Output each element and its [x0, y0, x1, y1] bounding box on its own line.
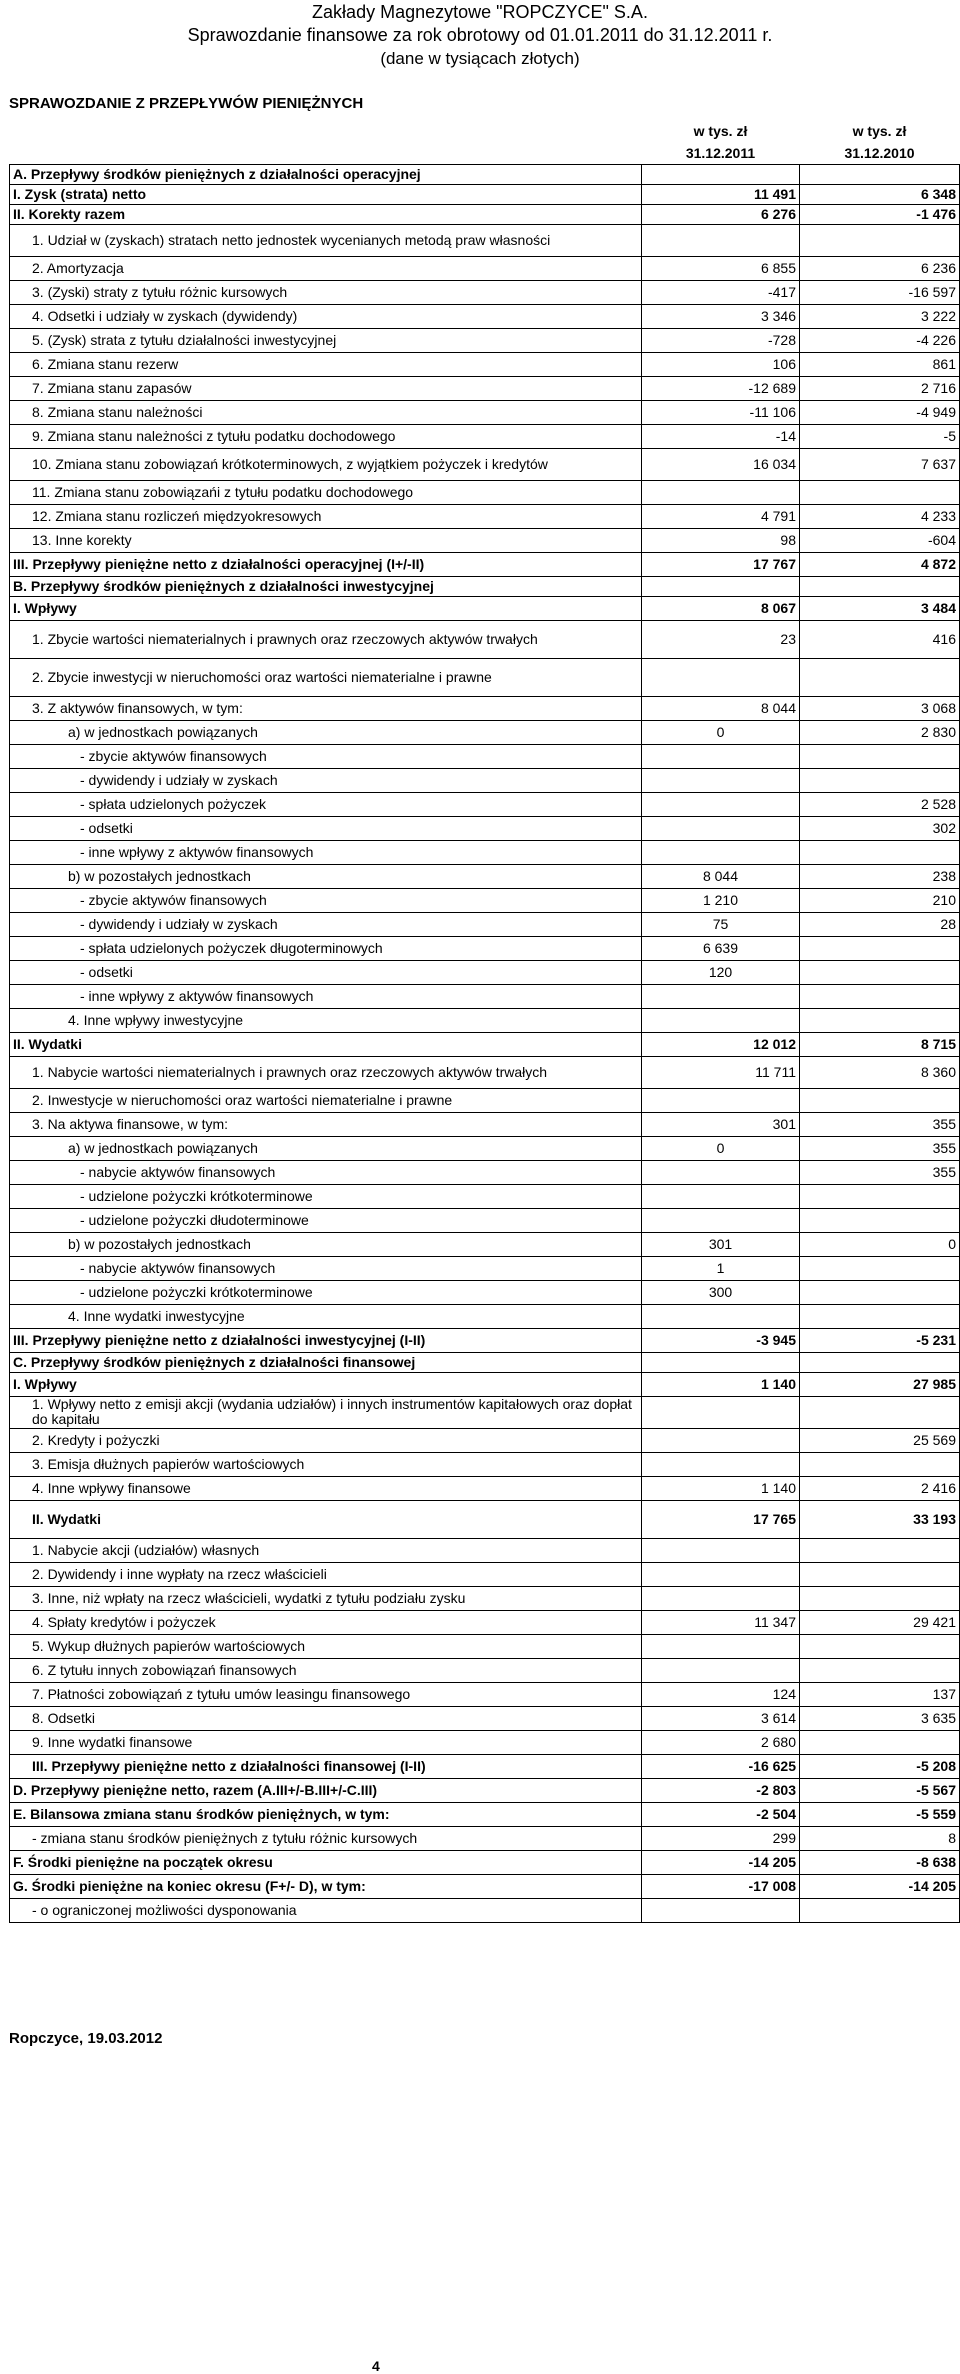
row-label: 5. Wykup dłużnych papierów wartościowych [10, 1634, 642, 1658]
value-2010: -1 476 [800, 204, 960, 224]
row-label: a) w jednostkach powiązanych [10, 1136, 642, 1160]
table-row [10, 1850, 960, 1874]
value-2010: 2 416 [800, 1476, 960, 1500]
value-2011: 11 711 [642, 1056, 800, 1088]
report-title: Sprawozdanie finansowe za rok obrotowy od 01.01.2011 do 31.12.2011 r. [187, 25, 773, 45]
value-2010: 33 193 [800, 1500, 960, 1538]
value-2011: 4 791 [642, 504, 800, 528]
table-row [10, 328, 960, 352]
table-row [10, 720, 960, 744]
value-2011 [642, 1538, 800, 1562]
value-2011: 12 012 [642, 1032, 800, 1056]
value-2010 [800, 1396, 960, 1428]
value-2010 [800, 1634, 960, 1658]
value-2011: -2 504 [642, 1802, 800, 1826]
table-row [10, 1280, 960, 1304]
row-label: - inne wpływy z aktywów finansowych [10, 984, 642, 1008]
table-row [10, 504, 960, 528]
value-2011: 6 855 [642, 256, 800, 280]
table-row [10, 256, 960, 280]
value-2011: 16 034 [642, 448, 800, 480]
table-row [10, 1160, 960, 1184]
units-note: (dane w tysiącach złotych) [380, 49, 580, 68]
table-row [10, 280, 960, 304]
table-row [10, 1112, 960, 1136]
value-2011 [642, 576, 800, 596]
value-2010 [800, 1562, 960, 1586]
row-label: - udzielone pożyczki krótkoterminowe [10, 1184, 642, 1208]
table-row [10, 1232, 960, 1256]
row-label: D. Przepływy pieniężne netto, razem (A.III+/-B.III+/-C.III) [10, 1778, 642, 1802]
table-row [10, 1328, 960, 1352]
cash-flow-table [9, 120, 960, 1923]
row-label: 1. Zbycie wartości niematerialnych i prawnych oraz rzeczowych aktywów trwałych [10, 620, 642, 658]
value-2011: -2 803 [642, 1778, 800, 1802]
table-row [10, 304, 960, 328]
value-2011: -728 [642, 328, 800, 352]
value-2011 [642, 480, 800, 504]
value-2011: 300 [642, 1280, 800, 1304]
row-label: 8. Odsetki [10, 1706, 642, 1730]
row-label: 9. Zmiana stanu należności z tytułu podatku dochodowego [10, 424, 642, 448]
value-2010: 2 830 [800, 720, 960, 744]
value-2010: 8 715 [800, 1032, 960, 1056]
value-2010: -4 226 [800, 328, 960, 352]
value-2010: 210 [800, 888, 960, 912]
row-label: - zmiana stanu środków pieniężnych z tytułu różnic kursowych [10, 1826, 642, 1850]
table-row [10, 184, 960, 204]
value-2011: 11 347 [642, 1610, 800, 1634]
row-label: C. Przepływy środków pieniężnych z działalności finansowej [10, 1352, 642, 1372]
row-label: I. Zysk (strata) netto [10, 184, 642, 204]
value-2011: 1 140 [642, 1372, 800, 1396]
value-2010 [800, 960, 960, 984]
value-2010: 3 635 [800, 1706, 960, 1730]
row-label: 3. Emisja dłużnych papierów wartościowych [10, 1452, 642, 1476]
value-2011: 301 [642, 1112, 800, 1136]
value-2010: -5 208 [800, 1754, 960, 1778]
value-2011: 299 [642, 1826, 800, 1850]
value-2010 [800, 744, 960, 768]
table-row [10, 352, 960, 376]
value-2010: 7 637 [800, 448, 960, 480]
value-2010 [800, 480, 960, 504]
table-row [10, 1452, 960, 1476]
table-row [10, 1032, 960, 1056]
value-2011: 17 765 [642, 1500, 800, 1538]
value-2010 [800, 1452, 960, 1476]
value-2010 [800, 936, 960, 960]
column-date-2010: 31.12.2010 [844, 144, 915, 161]
table-row [10, 1088, 960, 1112]
value-2010: 2 716 [800, 376, 960, 400]
value-2010: 6 348 [800, 184, 960, 204]
table-row [10, 204, 960, 224]
value-2010 [800, 1008, 960, 1032]
header-row-dates [10, 142, 960, 164]
value-2011: 1 140 [642, 1476, 800, 1500]
document-header [0, 0, 960, 70]
value-2011: 2 680 [642, 1730, 800, 1754]
value-2011: 1 [642, 1256, 800, 1280]
row-label: - nabycie aktywów finansowych [10, 1256, 642, 1280]
value-2010: -5 567 [800, 1778, 960, 1802]
table-row [10, 936, 960, 960]
table-row [10, 1428, 960, 1452]
value-2010: 416 [800, 620, 960, 658]
row-label: - udzielone pożyczki dłudoterminowe [10, 1208, 642, 1232]
row-label: 2. Inwestycje w nieruchomości oraz wartości niematerialne i prawne [10, 1088, 642, 1112]
value-2011 [642, 1658, 800, 1682]
row-label: 2. Kredyty i pożyczki [10, 1428, 642, 1452]
table-row [10, 1256, 960, 1280]
row-label: 9. Inne wydatki finansowe [10, 1730, 642, 1754]
value-2011: -3 945 [642, 1328, 800, 1352]
row-label: - nabycie aktywów finansowych [10, 1160, 642, 1184]
value-2010: -5 559 [800, 1802, 960, 1826]
table-row [10, 984, 960, 1008]
value-2010: -4 949 [800, 400, 960, 424]
value-2010: -604 [800, 528, 960, 552]
value-2010 [800, 1658, 960, 1682]
value-2011: 124 [642, 1682, 800, 1706]
header-row-units [10, 120, 960, 142]
value-2011 [642, 1428, 800, 1452]
value-2010: -14 205 [800, 1874, 960, 1898]
row-label: b) w pozostałych jednostkach [10, 1232, 642, 1256]
row-label: a) w jednostkach powiązanych [10, 720, 642, 744]
value-2010: -5 231 [800, 1328, 960, 1352]
table-row [10, 1372, 960, 1396]
value-2011: -17 008 [642, 1874, 800, 1898]
value-2011: 6 639 [642, 936, 800, 960]
table-row [10, 576, 960, 596]
table-row [10, 864, 960, 888]
table-row [10, 1754, 960, 1778]
value-2011 [642, 1452, 800, 1476]
value-2010 [800, 1538, 960, 1562]
value-2011 [642, 1008, 800, 1032]
value-2011: 3 614 [642, 1706, 800, 1730]
value-2011 [642, 816, 800, 840]
table-row [10, 912, 960, 936]
value-2011: 6 276 [642, 204, 800, 224]
value-2010: 3 484 [800, 596, 960, 620]
value-2011 [642, 224, 800, 256]
table-row [10, 816, 960, 840]
table-row [10, 960, 960, 984]
value-2011 [642, 164, 800, 184]
value-2011 [642, 1898, 800, 1922]
value-2011 [642, 1396, 800, 1428]
row-label: 1. Udział w (zyskach) stratach netto jednostek wycenianych metodą praw własności [10, 224, 642, 256]
value-2010 [800, 1730, 960, 1754]
value-2010: 25 569 [800, 1428, 960, 1452]
value-2011: 11 491 [642, 184, 800, 204]
value-2010: -16 597 [800, 280, 960, 304]
row-label: - spłata udzielonych pożyczek długoterminowych [10, 936, 642, 960]
row-label: - zbycie aktywów finansowych [10, 888, 642, 912]
value-2010: 302 [800, 816, 960, 840]
row-label: III. Przepływy pieniężne netto z działalności finansowej (I-II) [10, 1754, 642, 1778]
row-label: 12. Zmiana stanu rozliczeń międzyokresowych [10, 504, 642, 528]
value-2011: 17 767 [642, 552, 800, 576]
table-row [10, 596, 960, 620]
row-label: B. Przepływy środków pieniężnych z działalności inwestycyjnej [10, 576, 642, 596]
value-2011: -12 689 [642, 376, 800, 400]
row-label: 5. (Zysk) strata z tytułu działalności inwestycyjnej [10, 328, 642, 352]
value-2011 [642, 1304, 800, 1328]
value-2011 [642, 768, 800, 792]
signature-place-date: Ropczyce, 19.03.2012 [9, 2030, 163, 2047]
value-2011: 0 [642, 1136, 800, 1160]
row-label: 3. Na aktywa finansowe, w tym: [10, 1112, 642, 1136]
value-2011 [642, 984, 800, 1008]
row-label: 4. Odsetki i udziały w zyskach (dywidendy) [10, 304, 642, 328]
value-2011: 106 [642, 352, 800, 376]
value-2010: 238 [800, 864, 960, 888]
table-row [10, 1562, 960, 1586]
value-2011: -14 [642, 424, 800, 448]
value-2010 [800, 1208, 960, 1232]
value-2011: -14 205 [642, 1850, 800, 1874]
value-2010 [800, 984, 960, 1008]
value-2010 [800, 1280, 960, 1304]
value-2011: 8 044 [642, 696, 800, 720]
table-row [10, 1826, 960, 1850]
column-unit-2010: w tys. zł [852, 123, 907, 139]
company-name: Zakłady Magnezytowe "ROPCZYCE" S.A. [312, 2, 648, 22]
row-label: II. Wydatki [10, 1500, 642, 1538]
table-row [10, 376, 960, 400]
value-2010: -5 [800, 424, 960, 448]
row-label: 3. Inne, niż wpłaty na rzecz właścicieli, wydatki z tytułu podziału zysku [10, 1586, 642, 1610]
table-row [10, 1658, 960, 1682]
value-2010 [800, 224, 960, 256]
value-2011: 98 [642, 528, 800, 552]
value-2010: 28 [800, 912, 960, 936]
value-2010 [800, 1184, 960, 1208]
table-row [10, 1874, 960, 1898]
table-row [10, 1682, 960, 1706]
table-row [10, 1396, 960, 1428]
value-2010: 4 233 [800, 504, 960, 528]
value-2010 [800, 1304, 960, 1328]
value-2010: 4 872 [800, 552, 960, 576]
table-row [10, 658, 960, 696]
value-2010: 27 985 [800, 1372, 960, 1396]
table-row [10, 1802, 960, 1826]
row-label: F. Środki pieniężne na początek okresu [10, 1850, 642, 1874]
row-label: 13. Inne korekty [10, 528, 642, 552]
column-unit-2011: w tys. zł [693, 123, 748, 139]
value-2010: 0 [800, 1232, 960, 1256]
table-row [10, 1610, 960, 1634]
row-label: - odsetki [10, 960, 642, 984]
page-number: 4 [372, 2358, 380, 2374]
table-row [10, 768, 960, 792]
table-row [10, 1538, 960, 1562]
table-row [10, 1184, 960, 1208]
row-label: - inne wpływy z aktywów finansowych [10, 840, 642, 864]
value-2010: 8 360 [800, 1056, 960, 1088]
value-2010 [800, 658, 960, 696]
value-2011: 23 [642, 620, 800, 658]
table-row [10, 1500, 960, 1538]
section-title: SPRAWOZDANIE Z PRZEPŁYWÓW PIENIĘŻNYCH [9, 95, 364, 112]
table-row [10, 528, 960, 552]
value-2010 [800, 1088, 960, 1112]
table-row [10, 1056, 960, 1088]
row-label: II. Korekty razem [10, 204, 642, 224]
row-label: 6. Zmiana stanu rezerw [10, 352, 642, 376]
value-2010 [800, 1352, 960, 1372]
column-date-2011: 31.12.2011 [685, 144, 756, 161]
row-label: 4. Inne wydatki inwestycyjne [10, 1304, 642, 1328]
value-2011 [642, 792, 800, 816]
row-label: 1. Nabycie wartości niematerialnych i prawnych oraz rzeczowych aktywów trwałych [10, 1056, 642, 1088]
row-label: 4. Inne wpływy finansowe [10, 1476, 642, 1500]
row-label: 3. (Zyski) straty z tytułu różnic kursowych [10, 280, 642, 304]
row-label: 3. Z aktywów finansowych, w tym: [10, 696, 642, 720]
value-2011 [642, 1184, 800, 1208]
row-label: 8. Zmiana stanu należności [10, 400, 642, 424]
table-row [10, 164, 960, 184]
row-label: - dywidendy i udziały w zyskach [10, 912, 642, 936]
table-row [10, 792, 960, 816]
table-row [10, 888, 960, 912]
value-2011: 8 044 [642, 864, 800, 888]
value-2011: 301 [642, 1232, 800, 1256]
value-2011: -11 106 [642, 400, 800, 424]
row-label: 1. Nabycie akcji (udziałów) własnych [10, 1538, 642, 1562]
value-2010: 3 222 [800, 304, 960, 328]
value-2011: 3 346 [642, 304, 800, 328]
row-label: 2. Zbycie inwestycji w nieruchomości oraz wartości niematerialne i prawne [10, 658, 642, 696]
value-2010: 2 528 [800, 792, 960, 816]
value-2011: 8 067 [642, 596, 800, 620]
value-2010 [800, 576, 960, 596]
row-label: I. Wpływy [10, 596, 642, 620]
value-2010 [800, 1586, 960, 1610]
value-2010: -8 638 [800, 1850, 960, 1874]
value-2011: 0 [642, 720, 800, 744]
table-row [10, 1352, 960, 1372]
table-row [10, 480, 960, 504]
value-2011 [642, 1088, 800, 1112]
table-row [10, 424, 960, 448]
value-2010: 861 [800, 352, 960, 376]
value-2011 [642, 744, 800, 768]
table-row [10, 400, 960, 424]
table-row [10, 696, 960, 720]
table-row [10, 1208, 960, 1232]
row-label: - odsetki [10, 816, 642, 840]
value-2010 [800, 1898, 960, 1922]
value-2011: 75 [642, 912, 800, 936]
value-2011 [642, 1352, 800, 1372]
table-row [10, 1898, 960, 1922]
row-label: 7. Płatności zobowiązań z tytułu umów leasingu finansowego [10, 1682, 642, 1706]
table-row [10, 448, 960, 480]
value-2010: 8 [800, 1826, 960, 1850]
row-label: E. Bilansowa zmiana stanu środków pieniężnych, w tym: [10, 1802, 642, 1826]
table-row [10, 1304, 960, 1328]
value-2010: 137 [800, 1682, 960, 1706]
row-label: III. Przepływy pieniężne netto z działalności operacyjnej (I+/-II) [10, 552, 642, 576]
value-2010: 29 421 [800, 1610, 960, 1634]
value-2011 [642, 840, 800, 864]
row-label: III. Przepływy pieniężne netto z działalności inwestycyjnej (I-II) [10, 1328, 642, 1352]
row-label: 7. Zmiana stanu zapasów [10, 376, 642, 400]
table-row [10, 1778, 960, 1802]
value-2011: -417 [642, 280, 800, 304]
table-row [10, 840, 960, 864]
value-2011 [642, 1586, 800, 1610]
value-2010 [800, 840, 960, 864]
row-label: 4. Spłaty kredytów i pożyczek [10, 1610, 642, 1634]
table-row [10, 1008, 960, 1032]
value-2010: 355 [800, 1160, 960, 1184]
value-2011 [642, 1160, 800, 1184]
table-row [10, 1730, 960, 1754]
row-label: 11. Zmiana stanu zobowiązańi z tytułu podatku dochodowego [10, 480, 642, 504]
table-row [10, 744, 960, 768]
row-label: 10. Zmiana stanu zobowiązań krótkoterminowych, z wyjątkiem pożyczek i kredytów [10, 448, 642, 480]
table-row [10, 224, 960, 256]
row-label: 4. Inne wpływy inwestycyjne [10, 1008, 642, 1032]
row-label: G. Środki pieniężne na koniec okresu (F+/- D), w tym: [10, 1874, 642, 1898]
row-label: 2. Dywidendy i inne wypłaty na rzecz właścicieli [10, 1562, 642, 1586]
row-label: - udzielone pożyczki krótkoterminowe [10, 1280, 642, 1304]
table-row [10, 1634, 960, 1658]
row-label: - dywidendy i udziały w zyskach [10, 768, 642, 792]
row-label: A. Przepływy środków pieniężnych z działalności operacyjnej [10, 164, 642, 184]
row-label: 6. Z tytułu innych zobowiązań finansowych [10, 1658, 642, 1682]
value-2010 [800, 1256, 960, 1280]
value-2011: -16 625 [642, 1754, 800, 1778]
value-2010: 3 068 [800, 696, 960, 720]
value-2010: 355 [800, 1136, 960, 1160]
value-2010: 355 [800, 1112, 960, 1136]
row-label: - spłata udzielonych pożyczek [10, 792, 642, 816]
row-label: 1. Wpływy netto z emisji akcji (wydania udziałów) i innych instrumentów kapitałowych oraz dopłat do kapitału [10, 1396, 642, 1428]
row-label: I. Wpływy [10, 1372, 642, 1396]
row-label: b) w pozostałych jednostkach [10, 864, 642, 888]
table-row [10, 1706, 960, 1730]
table-row [10, 1136, 960, 1160]
value-2010 [800, 164, 960, 184]
table-row [10, 1586, 960, 1610]
row-label: - zbycie aktywów finansowych [10, 744, 642, 768]
value-2011 [642, 1634, 800, 1658]
value-2011: 120 [642, 960, 800, 984]
row-label: II. Wydatki [10, 1032, 642, 1056]
value-2011 [642, 658, 800, 696]
table-row [10, 1476, 960, 1500]
row-label: - o ograniczonej możliwości dysponowania [10, 1898, 642, 1922]
row-label: 2. Amortyzacja [10, 256, 642, 280]
value-2011 [642, 1562, 800, 1586]
value-2010: 6 236 [800, 256, 960, 280]
value-2011: 1 210 [642, 888, 800, 912]
table-row [10, 552, 960, 576]
table-row [10, 620, 960, 658]
value-2011 [642, 1208, 800, 1232]
value-2010 [800, 768, 960, 792]
